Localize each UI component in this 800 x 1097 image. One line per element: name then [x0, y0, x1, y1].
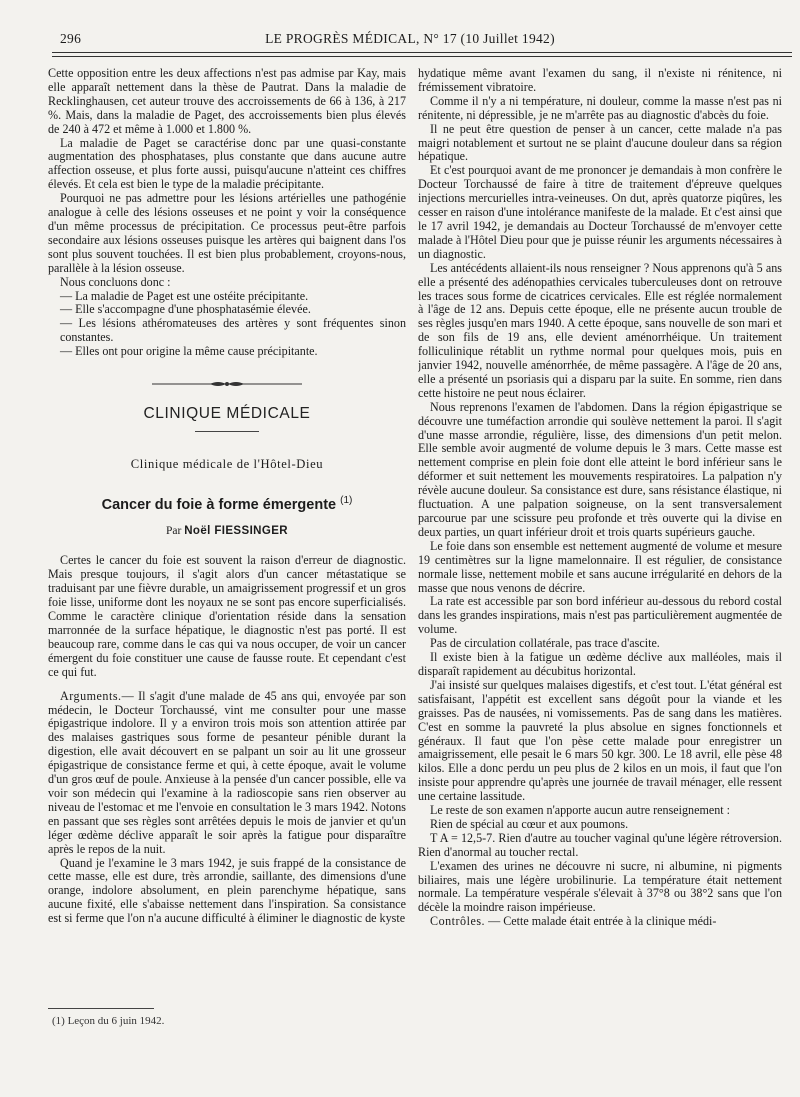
conclusion-item: — Les lésions athéromateuses des artères y sont fréquentes sinon constantes. — [60, 316, 406, 345]
running-head — [60, 32, 760, 50]
conclusion-item: — La maladie de Paget est une ostéite précipitante. — [60, 288, 309, 303]
paragraph: T A = 12,5-7. Rien d'autre au toucher vaginal qu'une légère rétroversion. Rien d'anormal au toucher rectal. — [418, 830, 782, 859]
author-name: Noël FIESSINGER — [184, 524, 288, 537]
paragraph: La maladie de Paget se caractérise donc par une quasi-constante augmentation des phosphatases, plus constante que dans aucune autre affection osseuse, et plus forte aussi, puisqu'aucune n'atteint ces chiffres élevés. Et cela est bien le type de la maladie précipitante. — [48, 135, 406, 192]
paragraph-text: — Cette malade était entrée à la clinique médi- — [488, 914, 717, 929]
header-rule-top — [52, 52, 792, 53]
footnote-ref: (1) — [340, 494, 353, 506]
paragraph: Et c'est pourquoi avant de me prononcer je demandais à mon confrère le Docteur Torchaussé de faire à titre de traitement d'épreuve quelques injections mercurielles intra-veineuses. On dut, après quatorze piqûres, les cesser en raison d'une intolérance manifeste de la malade. Et c'est ainsi que le 17 avril 1942, je demandais au Docteur Torchaussé de m'envoyer cette malade à l'Hôtel Dieu pour que je puisse réunir les arguments nécessaires à un diagnostic. — [418, 163, 782, 261]
paragraph — [48, 690, 406, 857]
conclusion-item: — Elle s'accompagne d'une phosphatasémie élevée. — [60, 302, 311, 317]
right-column — [418, 67, 782, 1077]
section-ornament — [48, 379, 406, 389]
paragraph: Il existe bien à la fatigue un œdème déclive aux malléoles, mais il disparaît rapidement au décubitus horizontal. — [418, 650, 782, 678]
rubric: Clinique médicale de l'Hôtel-Dieu — [130, 456, 324, 471]
paragraph: Certes le cancer du foie est souvent la raison d'erreur de diagnostic. Mais presque toujours, il s'agit alors d'un cancer métastatique se traduisant par une fièvre durable, un amaigrissement progressif et un gros foie lisse, uniforme dont les noyaux ne se sont pas encore superficialisés. Comme le caractère clinique d'orientation réside dans la sensation marronnée de la surface hépatique, le diagnostic n'est pas porté. Il est beaucoup rare, comme dans le cas qui va nous occuper, de voir un cancer émergent du foie constituer une cause de fausse route. Et cependant c'est ce qui fut. — [48, 553, 406, 679]
paragraph: hydatique même avant l'examen du sang, il n'existe ni rénitence, ni frémissement vibratoire. — [418, 67, 782, 94]
left-column — [48, 67, 406, 1032]
run-in-heading: Arguments. — [60, 688, 122, 703]
run-in-heading: Contrôles. — [430, 914, 486, 929]
paragraph: J'ai insisté sur quelques malaises digestifs, et c'est tout. L'état général est satisfaisant, l'appétit est excellent sans dégoût pour la viande et les graisses. Pas de nausées, ni vomissements. Pas de sang dans les matières. C'est en somme la pauvreté la plus absolue en signes fonctionnels et généraux. Il faut que l'on pèse cette malade pour enregistrer un amaigrissement, elle pesait le 6 mars 50 kgr. 300. Le 18 avril, elle pèse 48 kilos. Elle a donc perdu un peu plus de 2 kilos en un mois, il faut que l'on insiste pour apprendre qu'après une journée de travail ménager, elle ressent une certaine lassitude. — [418, 677, 782, 804]
paragraph: Quand je l'examine le 3 mars 1942, je suis frappé de la consistance de cette masse, elle est dure, très arrondie, saillante, des dimensions d'une orange, indolore absolument, en plein parenchyme hépatique, sans aucune fixité, elle s'abaisse nettement dans l'inspiration. Sa consistance est si ferme que l'on n'a aucune difficulté à éliminer le diagnostic de kyste — [48, 855, 406, 926]
paragraph: Le foie dans son ensemble est nettement augmenté de volume et mesure 19 centimètres sur la ligne mamelonnaire. Il est régulier, de consistance normale lisse, nettement mobile et sans aucune irrégularité en dehors de la masse que nous venons de décrire. — [418, 538, 782, 595]
paragraph: Pourquoi ne pas admettre pour les lésions artérielles une pathogénie analogue à celle des lésions osseuses et ne point y voir la conséquence d'un même processus de précipitation. Ce processus peut-être parfois secondaire aux lésions osseuses puisque les artères qui baignent dans l'os sont plus souvent touchées. Il est bien plus probablement, croyons-nous, parallèle à la lésion osseuse. — [48, 191, 406, 275]
paragraph: Le reste de son examen n'apporte aucun autre renseignement : — [430, 803, 731, 818]
paragraph: Nous reprenons l'examen de l'abdomen. Dans la région épigastrique se découvre une tuméfaction arrondie qui soulève nettement la paroi. Il s'agit d'une masse arrondie, régulière, lisse, des dimensions d'un petit melon. Elle semble avoir augmenté de volume depuis le 3 mars. Cette masse est nettement comprise en plein foie dont elle atteint le bord inférieur sans le déformer et suit nettement les mouvements respiratoires. La palpation n'y révèle aucune douleur. Sa consistance est dure, sans résistance élastique, ni fluctuation. A une palpation soigneuse, on la sent transversalement parcourue par une scissure peu profonde et très ouverte qui la divise en deux parties, un quart inférieur droit et trois quarts supérieurs gauche. — [418, 399, 782, 539]
byline — [48, 525, 406, 539]
byline-prefix: Par — [166, 524, 182, 537]
paragraph: L'examen des urines ne découvre ni sucre, ni albumine, ni pigments biliaires, mais une légère urobilinurie. La température était nettement normale. La température vespérale s'élevait à 37°8 ou 38°2 sans que l'on décèle la moindre raison impérieuse. — [418, 858, 782, 915]
article-title — [48, 494, 406, 513]
paragraph: Les antécédents allaient-ils nous renseigner ? Nous apprenons qu'à 5 ans elle a présenté des adénopathies cervicales tuberculeuses dont on retrouve les traces sous forme de cicatrices cervicales. Elle est réglée normalement à l'âge de 12 ans. Depuis cette époque, elle ne présente aucun trouble de ses règles jusqu'en mars 1940. A cette époque, sans nouvelle de son mari et de son fils de 19 ans, elle devient aménorrhéique. Un traitement folliculinique rétablit un rythme normal pour quelques mois, puis en janvier 1942, nouvelle aménorrhée, de même passagère. A l'âge de 20 ans, elle a présenté un psoriasis qui a disparu par la suite. En somme, rien dans cette histoire ne peut nous éclairer. — [418, 260, 782, 400]
article-title-text: Cancer du foie à forme émergente — [101, 496, 337, 513]
paragraph: Comme il n'y a ni température, ni douleur, comme la masse n'est pas ni rénitente, ni dépressible, je ne m'arrête pas au diagnostic d'abcès du foie. — [418, 93, 782, 122]
conclusion-item: — Elles ont pour origine la même cause précipitante. — [60, 344, 318, 359]
paragraph: La rate est accessible par son bord inférieur au-dessous du rebord costal dans les grandes inspirations, mais n'est pas particulièrement augmentée de volume. — [418, 594, 782, 637]
paragraph: Nous concluons donc : — [60, 274, 171, 289]
section-title: CLINIQUE MÉDICALE — [143, 405, 311, 423]
section-divider — [195, 431, 259, 432]
paragraph: Il ne peut être question de penser à un cancer, cette malade n'a pas maigri notablement et surtout ne se plaint d'aucune douleur dans sa région hépatique. — [418, 121, 782, 164]
paragraph-text: — Il s'agit d'une malade de 45 ans qui, envoyée par son médecin, le Docteur Torchaussé, vint me consulter pour une masse épigastrique indolore. Il y a environ trois mois son attention attirée par des malaises gastriques sous forme de pesanteur pénible durant la digestion, elle avait découvert en se palpant un soir au lit une grosseur épigastrique de consistance ferme et qui, à cette époque, avait le volume d'un gros œuf de poule. Anxieuse à la pensée d'un cancer possible, elle va voir son médecin qui l'examine à la radioscopie sans rien observer au niveau de l'estomac et me l'envoie en consultation le 3 mars 1942. Notons en passant que ses règles sont arrêtées depuis le mois de janvier et qu'un léger œdème déclive apparaît le soir après la fatigue pour disparaître après le repos de la nuit. — [48, 688, 406, 856]
paragraph: Cette opposition entre les deux affections n'est pas admise par Kay, mais elle apparaît nettement dans la thèse de Pautrat. Dans la maladie de Recklinghausen, cet auteur trouve des accroissements de 66 à 136, à 217 %. Mais, dans la maladie de Paget, des accroissements bien plus élevés de 240 à 472 et même à 1.000 et 1.800 %. — [48, 67, 406, 136]
ornament-rule-icon — [152, 379, 302, 389]
paragraph — [418, 915, 782, 929]
paragraph: Pas de circulation collatérale, pas trace d'ascite. — [430, 636, 660, 651]
footnote: (1) Leçon du 6 juin 1942. — [52, 1015, 165, 1027]
running-title: LE PROGRÈS MÉDICAL, N° 17 (10 Juillet 1942) — [265, 31, 555, 46]
page-number: 296 — [60, 31, 82, 46]
paragraph: Rien de spécial au cœur et aux poumons. — [430, 816, 629, 831]
footnote-rule — [48, 1008, 154, 1009]
header-rule-bottom — [52, 56, 792, 57]
